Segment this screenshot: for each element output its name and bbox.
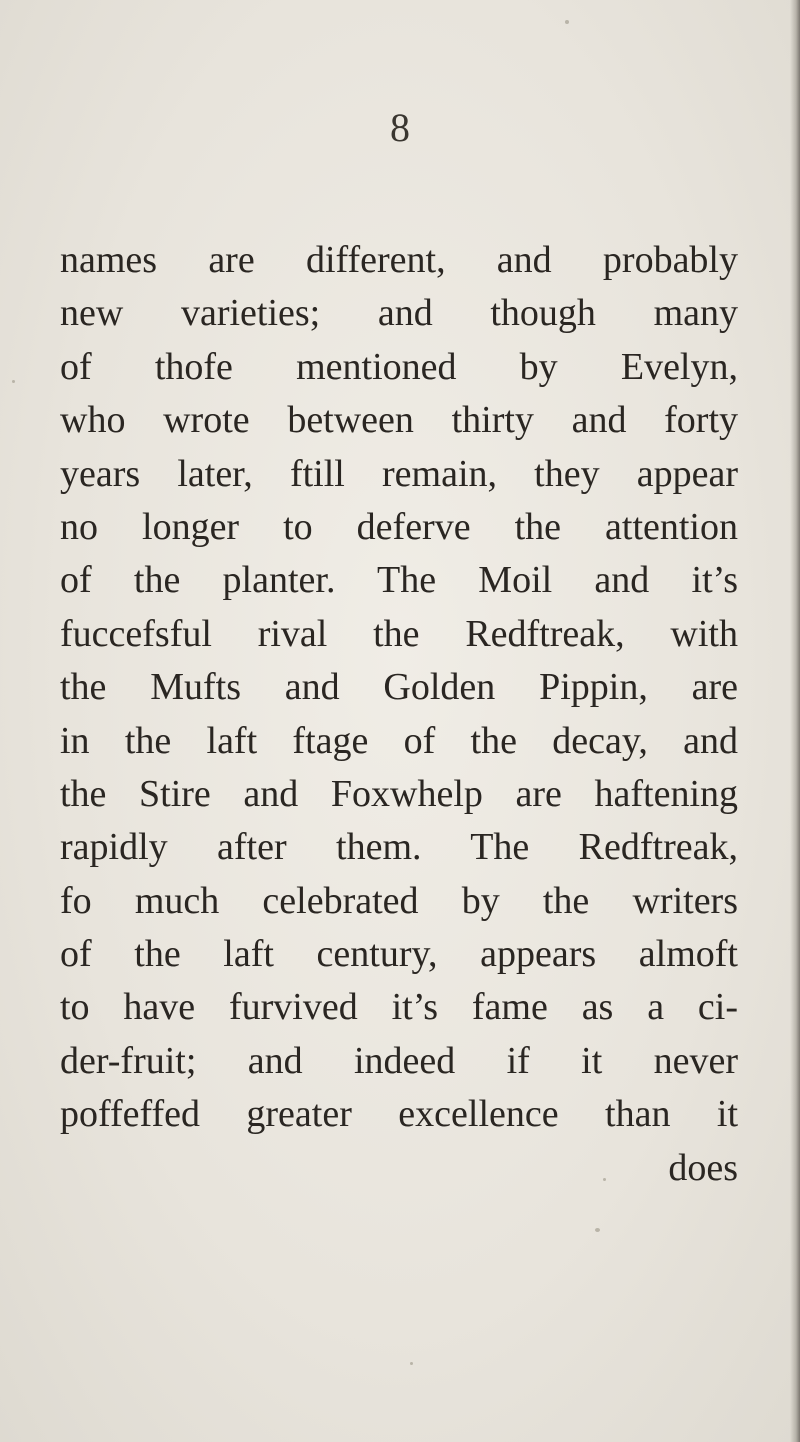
- text-line: names are different, and probably: [60, 239, 738, 281]
- paper-speck: [595, 1228, 600, 1232]
- text-line: years later, ftill remain, they appear: [60, 452, 738, 495]
- paper-speck: [410, 1362, 413, 1365]
- body-text: [60, 234, 738, 1195]
- text-line: new varieties; and though many: [60, 292, 738, 335]
- text-line: of the planter. The Moil and it’s: [60, 559, 738, 602]
- page-number: 8: [390, 105, 410, 150]
- text-line: der-fruit; and indeed if it never: [60, 1039, 738, 1082]
- text-line: rapidly after them. The Redftreak,: [60, 826, 738, 869]
- page-edge-shadow: [790, 0, 800, 1442]
- paper-speck: [565, 20, 569, 24]
- text-line: who wrote between thirty and forty: [60, 399, 738, 442]
- paper-speck: [603, 1178, 606, 1181]
- text-line: poffeffed greater excellence than it: [60, 1093, 738, 1136]
- text-line: no longer to deferve the attention: [60, 505, 738, 548]
- text-line: the Mufts and Golden Pippin, are: [60, 666, 738, 709]
- text-line: the Stire and Foxwhelp are haftening: [60, 772, 738, 815]
- text-line: to have furvived it’s fame as a ci-: [60, 986, 738, 1029]
- paper-speck: [12, 380, 15, 383]
- text-line: fuccefsful rival the Redftreak, with: [60, 612, 738, 655]
- text-line: of the laft century, appears almoft: [60, 933, 738, 976]
- text-line: fo much celebrated by the writers: [60, 879, 738, 922]
- text-line: in the laft ftage of the decay, and: [60, 719, 738, 762]
- catchword: does: [668, 1146, 738, 1189]
- text-line: of thofe mentioned by Evelyn,: [60, 345, 738, 388]
